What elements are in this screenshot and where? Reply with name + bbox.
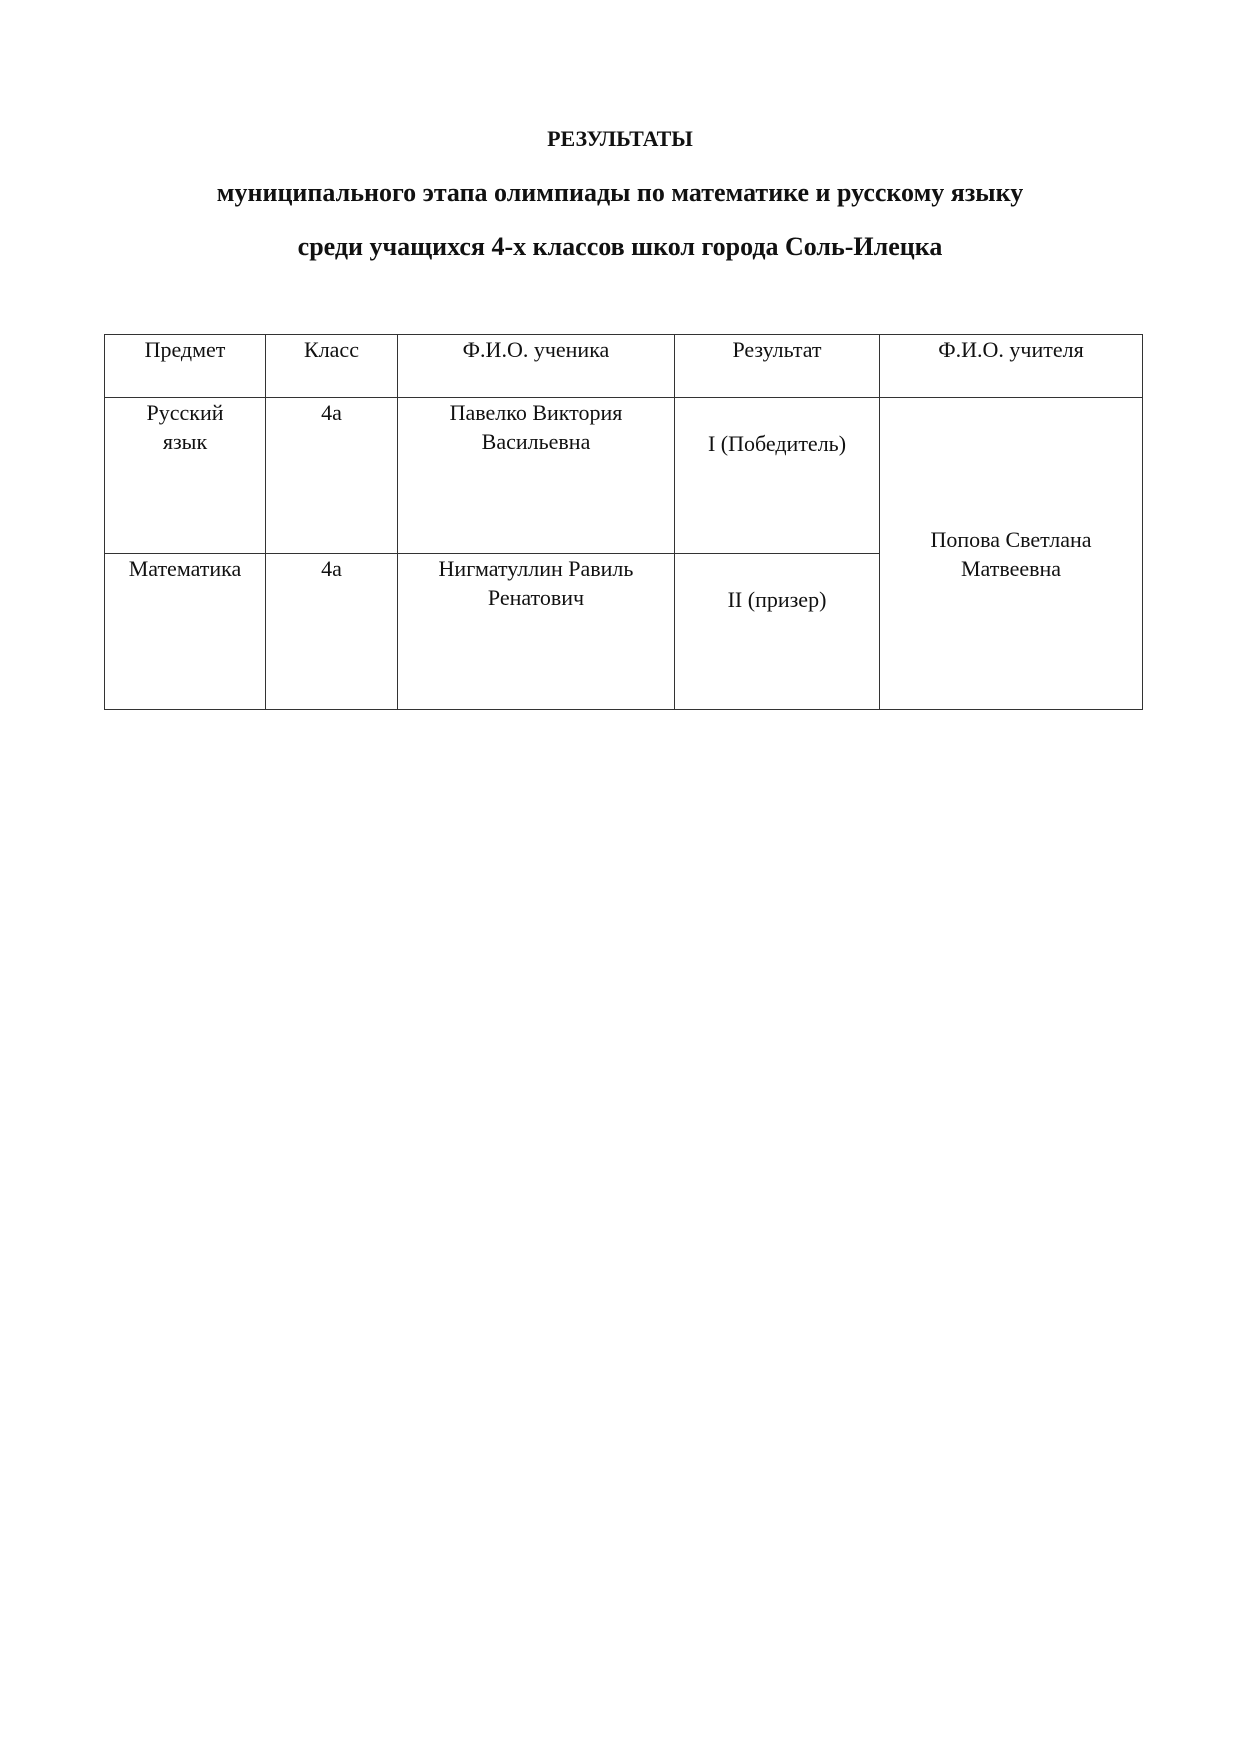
header-subject: Предмет (105, 335, 266, 398)
student-name-line-1: Павелко Виктория (449, 400, 623, 425)
teacher-name-line-1: Попова Светлана (930, 526, 1092, 552)
header-class: Класс (266, 335, 398, 398)
cell-student-name (398, 554, 675, 710)
student-name-line-2: Васильевна (481, 429, 591, 454)
cell-subject (105, 398, 266, 554)
cell-student-name (398, 398, 675, 554)
cell-teacher-name (880, 398, 1143, 710)
subject-line-1: Математика (128, 556, 242, 581)
result-value: I (Победитель) (707, 431, 847, 456)
header-teacher-name: Ф.И.О. учителя (880, 335, 1143, 398)
header-result: Результат (675, 335, 880, 398)
cell-class: 4а (266, 398, 398, 554)
header-student-name: Ф.И.О. ученика (398, 335, 675, 398)
subject-line-1: Русский (146, 400, 224, 425)
table-header-row (105, 335, 1143, 398)
subject-line-2: язык (162, 429, 208, 454)
cell-subject (105, 554, 266, 710)
results-table (104, 334, 1143, 710)
document-subheading-line-2: среди учащихся 4-х классов школ города Соль-Илецка (297, 232, 943, 261)
student-name-line-1: Нигматуллин Равиль (438, 556, 634, 581)
document-heading: РЕЗУЛЬТАТЫ (547, 126, 693, 151)
cell-class: 4а (266, 554, 398, 710)
table-row (105, 398, 1143, 554)
cell-result (675, 398, 880, 554)
student-name-line-2: Ренатович (487, 585, 585, 610)
cell-result (675, 554, 880, 710)
result-value: II (призер) (727, 587, 827, 612)
teacher-name-line-2: Матвеевна (960, 555, 1062, 581)
document-subheading-line-1: муниципального этапа олимпиады по математике и русскому языку (216, 178, 1024, 207)
